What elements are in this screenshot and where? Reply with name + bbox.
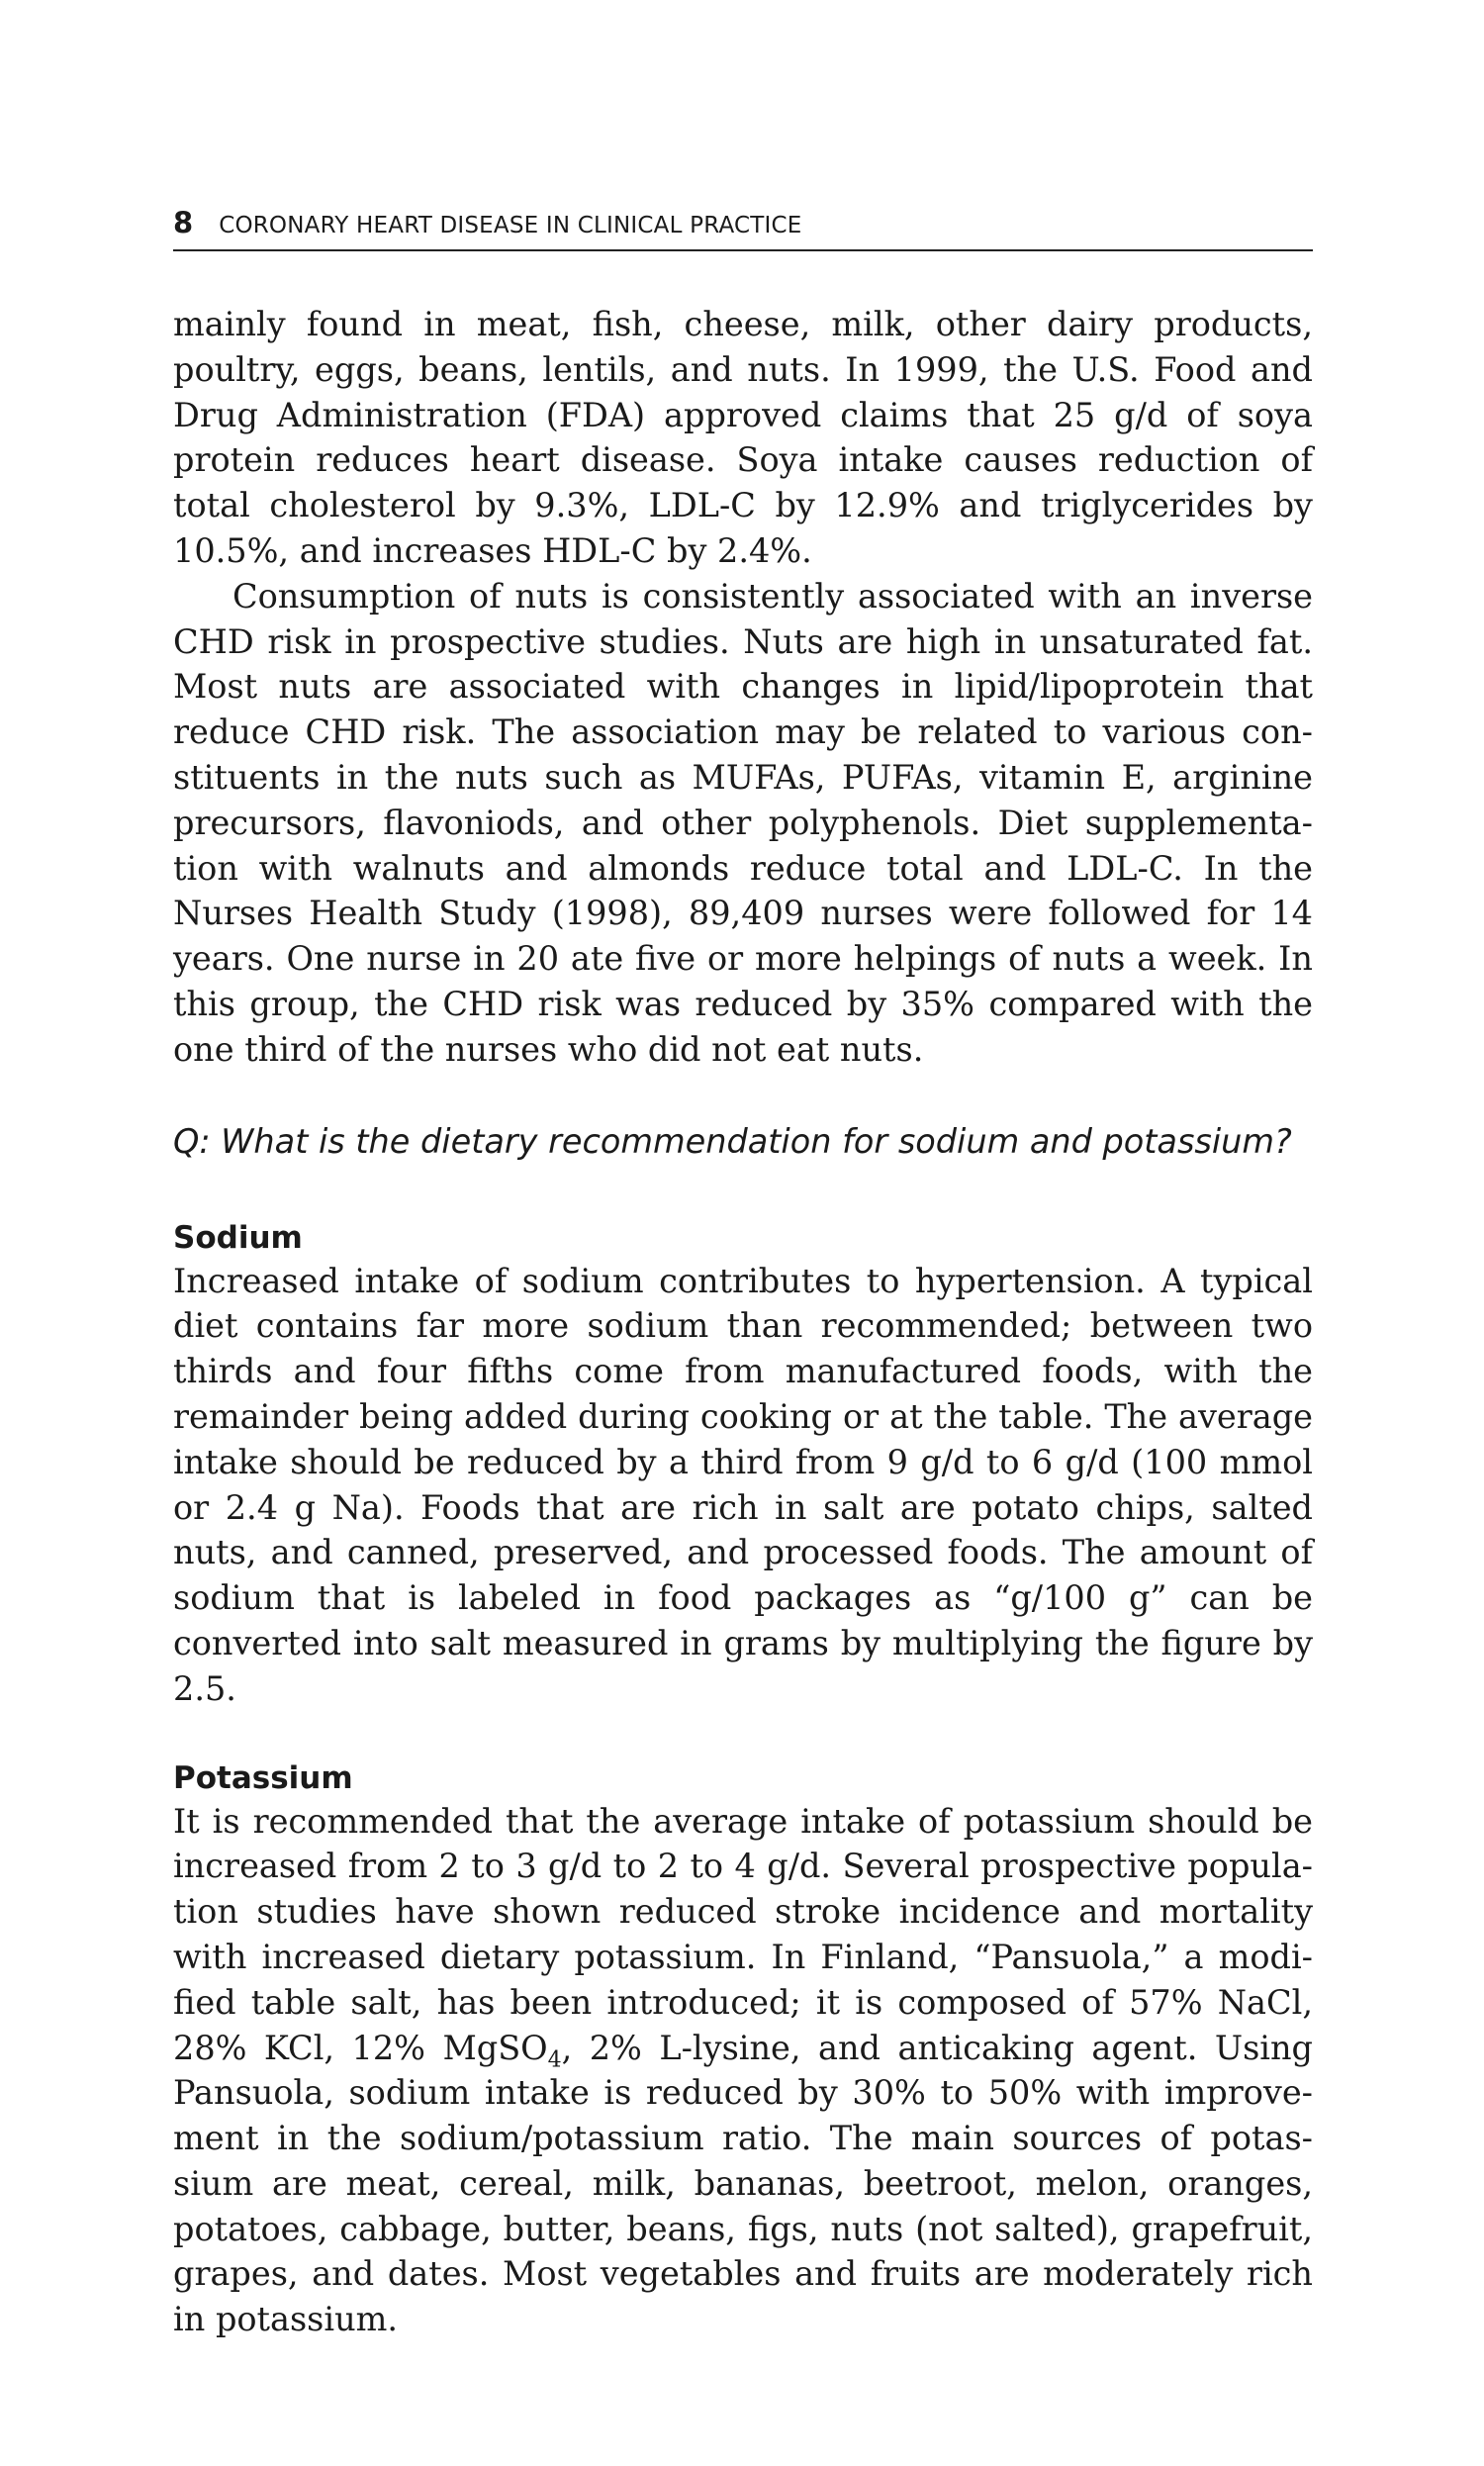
paragraph-sodium: Increased intake of sodium contributes to hypertension. A typical diet contains far more sodium than recommended; between two thirds and four fifths come from manufactured foods, with the remainder being added during cooking or at the table. The average intake should be reduced by a third from 9 g/d to 6 g/d (100 mmol or 2.4 g Na). Foods that are rich in salt are potato chips, salted nuts, and canned, preserved, and processed foods. The amount of sodium that is labeled in food packages as “g/100 g” can be converted into salt measured in grams by multiplying the figure by 2.5.: [173, 1261, 1313, 1708]
paragraph-potassium: [173, 1799, 1313, 2343]
book-title: CORONARY HEART DISEASE IN CLINICAL PRACTICE: [219, 213, 802, 238]
section-heading-sodium: Sodium: [173, 1219, 303, 1256]
page-number: 8: [173, 206, 194, 239]
page-body: [173, 302, 1313, 2342]
running-header: [173, 206, 1313, 251]
paragraph-nuts: Consumption of nuts is consistently associated with an inverse CHD risk in prospective studies. Nuts are high in unsaturated fat. Most nuts are associated with changes in lipid/lipoprotein that reduce CHD risk. The association may be related to various constituents in the nuts such as MUFAs, PUFAs, vitamin E, arginine precursors, flavoniods, and other polyphenols. Diet supplementation with walnuts and almonds reduce total and LDL-C. In the Nurses Health Study (1998), 89,409 nurses were followed for 14 years. One nurse in 20 ate five or more helpings of nuts a week. In this group, the CHD risk was reduced by 35% compared with the one third of the nurses who did not eat nuts.: [173, 576, 1313, 1069]
paragraph-soya: mainly found in meat, fish, cheese, milk, other dairy products, poultry, eggs, beans, lentils, and nuts. In 1999, the U.S. Food and Drug Administration (FDA) approved claims that 25 g/d of soya protein reduces heart disease. Soya intake causes reduction of total cholesterol by 9.3%, LDL-C by 12.9% and triglycerides by 10.5%, and increases HDL-C by 2.4%.: [173, 305, 1313, 570]
potassium-text-part-a: It is recommended that the average intake of potassium should be increased from 2 to 3 g/d to 2 to 4 g/d. Several prospective population studies have shown reduced stroke incidence and mortality with increased dietary potassium. In Finland, “Pansuola,” a modified table salt, has been introduced; it is composed of 57% NaCl, 28% KCl, 12% MgSO: [173, 1801, 1313, 2067]
section-heading-potassium: Potassium: [173, 1759, 353, 1796]
section-spacer: [173, 1712, 1313, 1757]
potassium-text-part-b: , 2% L-lysine, and anticaking agent. Using Pansuola, sodium intake is reduced by 30% to 50% with improvement in the sodium/potassium ratio. The main sources of potassium are meat, cereal, milk, bananas, beetroot, melon, oranges, potatoes, cabbage, butter, beans, figs, nuts (not salted), grapefruit, grapes, and dates. Most vegetables and fruits are moderately rich in potassium.: [173, 2028, 1313, 2339]
question-heading: Q: What is the dietary recommendation for sodium and potassium?: [173, 1121, 1292, 1161]
mgso4-subscript: 4: [547, 2047, 562, 2073]
